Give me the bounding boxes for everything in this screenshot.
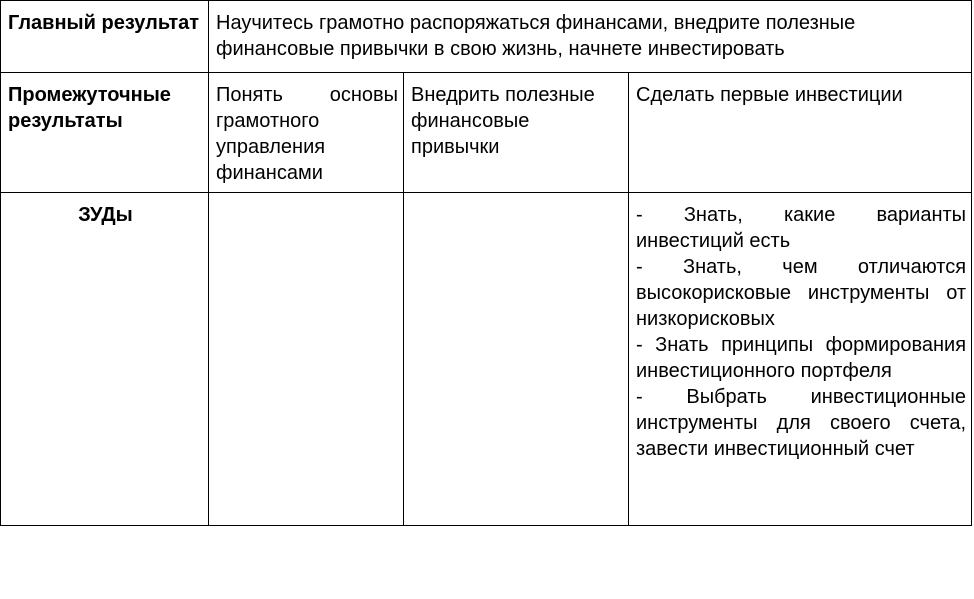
zud-cell-2 [404, 193, 629, 526]
intermediate-result-1: Понять основы грамотного управления финансами [209, 73, 404, 193]
zud-item: - Выбрать инвестиционные инструменты для своего счета, завести инвестиционный счет [636, 386, 967, 460]
zud-item: - Знать принципы формирования инвестиционного портфеля [636, 334, 967, 382]
zud-cell-1 [209, 193, 404, 526]
intermediate-results-label: Промежуточные результаты [1, 73, 209, 193]
main-result-text: Научитесь грамотно распоряжаться финансами, внедрите полезные финансовые привычки в свою жизнь, начнете инвестировать [209, 1, 972, 73]
intermediate-results-row [1, 73, 972, 193]
zud-label: ЗУДы [1, 193, 209, 526]
intermediate-result-2: Внедрить полезные финансовые привычки [404, 73, 629, 193]
zud-list [629, 193, 972, 526]
main-result-row [1, 1, 972, 73]
zud-item: - Знать, чем отличаются высокорисковые инструменты от низкорисковых [636, 256, 967, 330]
intermediate-result-3: Сделать первые инвестиции [629, 73, 972, 193]
main-result-label: Главный результат [1, 1, 209, 73]
zud-row [1, 193, 972, 526]
zud-item: - Знать, какие варианты инвестиций есть [636, 204, 967, 252]
